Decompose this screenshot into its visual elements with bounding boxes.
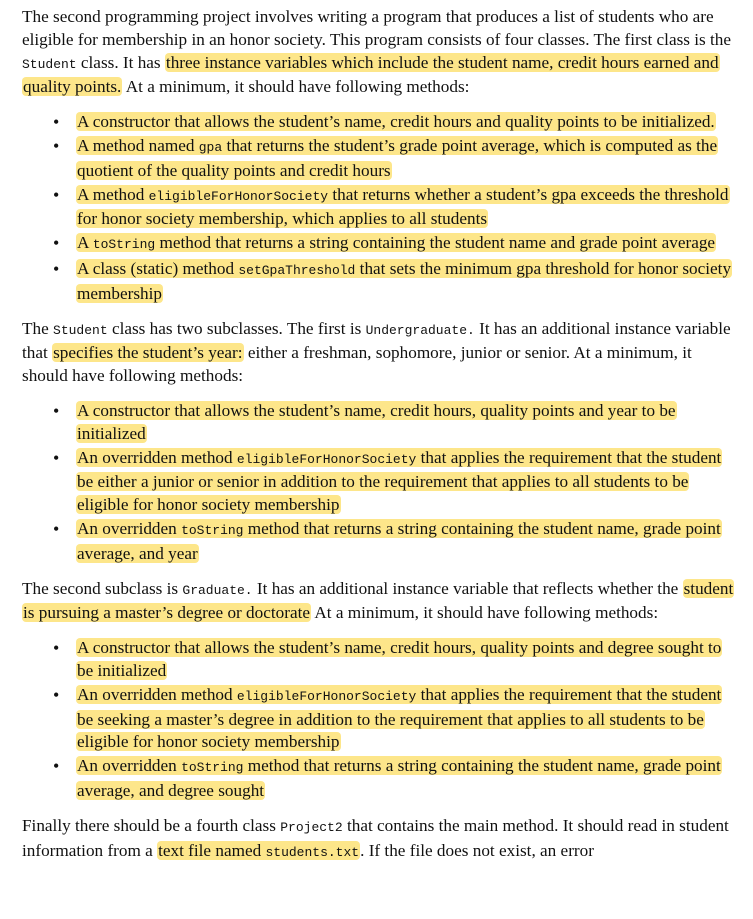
undergraduate-class-code: Undergraduate. xyxy=(365,322,475,338)
undergrad-text-3: It has an additional instance variable that xyxy=(22,318,731,363)
undergrad-text-4: either a freshman, sophomore, junior or senior. At a minimum, it should have following methods: xyxy=(22,343,692,386)
final-paragraph xyxy=(22,815,739,865)
method-text: method that returns a string containing the student name, grade point average, and year xyxy=(77,518,721,563)
list-item xyxy=(76,135,739,183)
tostring-code: toString xyxy=(181,522,244,538)
list-item xyxy=(76,111,739,134)
method-text: A method named xyxy=(77,135,199,155)
final-text-3: . If the file does not exist, an error xyxy=(360,840,594,860)
undergrad-paragraph xyxy=(22,318,739,388)
list-item xyxy=(76,637,739,683)
student-constructor-text: A constructor that allows the student’s name, credit hours and quality points to be initialized. xyxy=(77,112,715,132)
undergrad-highlight: specifies the student’s year: xyxy=(53,343,243,363)
grad-constructor-text: A constructor that allows the student’s name, credit hours, quality points and degree sought to be initialized xyxy=(77,638,722,680)
student-methods-list xyxy=(22,111,739,305)
list-item xyxy=(76,518,739,566)
method-text: A class (static) method xyxy=(77,258,239,278)
list-item xyxy=(76,447,739,517)
students-txt-code: students.txt xyxy=(265,844,360,860)
list-item xyxy=(76,258,739,306)
tostring-code: toString xyxy=(92,237,156,253)
grad-paragraph xyxy=(22,578,739,626)
grad-highlight: student is pursuing a master’s degree or doctorate xyxy=(23,578,734,623)
grad-text-1: The second subclass is xyxy=(22,578,183,598)
eligible-code: eligibleForHonorSociety xyxy=(236,451,417,467)
list-item xyxy=(76,184,739,232)
method-text: An overridden method xyxy=(77,447,237,467)
undergrad-text-1: The xyxy=(22,318,54,338)
list-item xyxy=(76,232,739,257)
intro-paragraph xyxy=(22,6,739,99)
grad-methods-list xyxy=(22,637,739,803)
intro-text-1: The second programming project involves writing a program that produces a list of students who are eligible for membership in an honor society. This program consists of four classes. The first class is the xyxy=(22,7,731,49)
undergrad-text-2: class has two subclasses. The first is xyxy=(107,318,366,338)
method-text: An overridden xyxy=(77,756,182,776)
method-text: method that returns a string containing the student name, grade point average, and degree sought xyxy=(77,756,721,800)
student-class-code: Student xyxy=(22,56,77,72)
intro-text-2: class. It has xyxy=(76,52,165,72)
final-text-2: that contains the main method. It should read in student information from a xyxy=(22,815,729,860)
method-text: that sets the minimum gpa threshold for honor society membership xyxy=(77,258,732,303)
final-highlight: text file named xyxy=(158,840,266,860)
eligible-code: eligibleForHonorSociety xyxy=(236,688,417,704)
list-item xyxy=(76,755,739,803)
undergrad-methods-list xyxy=(22,400,739,566)
grad-text-2: It has an additional instance variable that reflects whether the xyxy=(252,578,683,598)
graduate-class-code: Graduate. xyxy=(182,582,253,598)
student-class-code: Student xyxy=(53,322,108,338)
grad-text-3: At a minimum, it should have following methods: xyxy=(311,603,659,623)
method-text: A method xyxy=(77,184,149,204)
method-text: An overridden xyxy=(77,518,182,538)
list-item xyxy=(76,684,739,754)
method-text: that applies the requirement that the student be seeking a master’s degree in addition to the requirement that applies to all students to be eligible for honor society membership xyxy=(77,684,722,752)
tostring-code: toString xyxy=(181,760,244,776)
method-text: method that returns a string containing the student name and grade point average xyxy=(155,233,716,253)
gpa-code: gpa xyxy=(198,139,223,155)
setgpathreshold-code: setGpaThreshold xyxy=(238,262,356,278)
intro-text-3: At a minimum, it should have following methods: xyxy=(122,77,470,97)
method-text: An overridden method xyxy=(77,684,237,704)
method-text: that applies the requirement that the student be either a junior or senior in addition to the requirement that applies to all students to be eligible for honor society membership xyxy=(77,447,722,515)
method-text: that returns the student’s grade point average, which is computed as the quotient of the quality points and credit hours xyxy=(77,135,718,180)
method-text: A xyxy=(77,233,93,253)
undergrad-constructor-text: A constructor that allows the student’s name, credit hours, quality points and year to be initialized xyxy=(77,400,676,443)
final-text-1: Finally there should be a fourth class xyxy=(22,815,281,835)
intro-highlight: three instance variables which include the student name, credit hours earned and quality points. xyxy=(23,52,719,97)
eligible-code: eligibleForHonorSociety xyxy=(148,188,329,204)
project2-class-code: Project2 xyxy=(280,819,343,835)
list-item xyxy=(76,400,739,446)
method-text: that returns whether a student’s gpa exceeds the threshold for honor society membership, which applies to all students xyxy=(77,184,729,229)
